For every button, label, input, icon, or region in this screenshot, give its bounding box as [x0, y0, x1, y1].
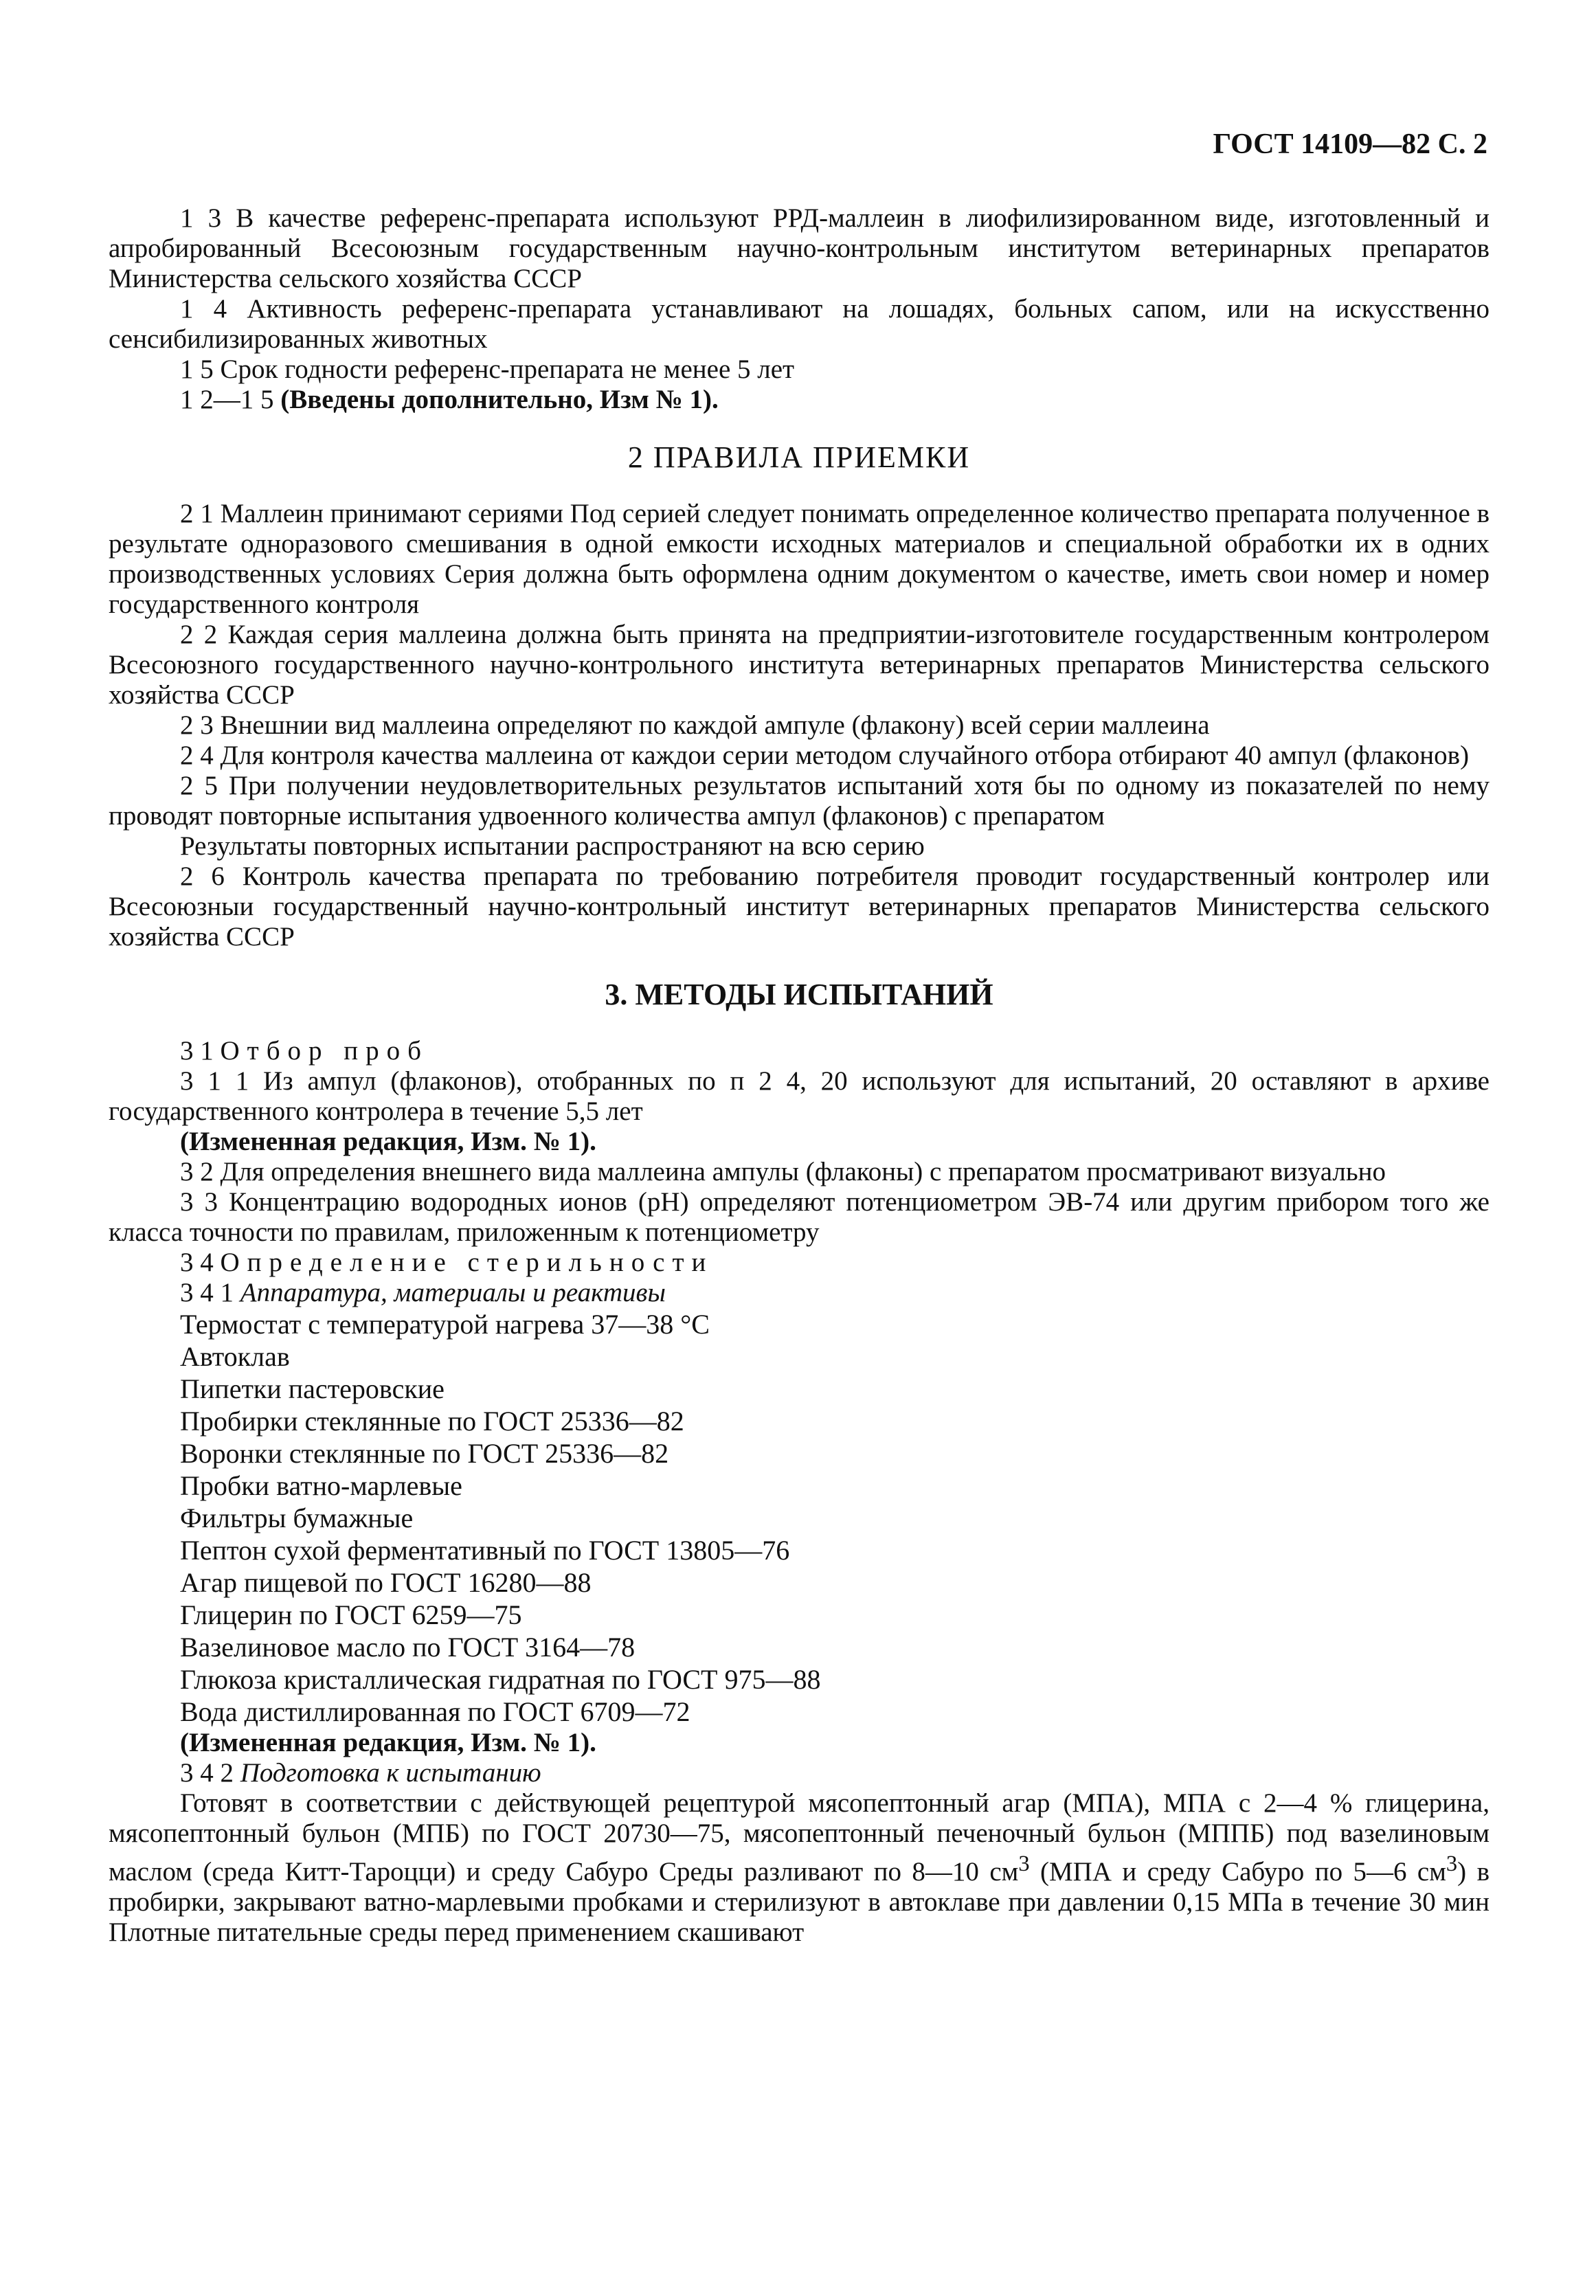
list-item: Пипетки пастеровские — [180, 1373, 445, 1404]
paragraph-2-6: 2 6 Контроль качества препарата по требованию потребителя проводит государственный контролер или Всесоюзныи государственный научно-контрольный институт ветеринарных препаратов Министерства сельского хозяйства СССР — [109, 862, 1490, 952]
section-2-title: 2 ПРАВИЛА ПРИЕМКИ — [627, 440, 971, 474]
paragraph-3-2: 3 2 Для определения внешнего вида маллеина ампулы (флаконы) с препаратом просматривают визуально — [180, 1157, 1386, 1186]
paragraph-3-3: 3 3 Концентрацию водородных ионов (pH) определяют потенциометром ЭВ-74 или другим прибором того же класса точности по правилам, приложенным к потенциометру — [109, 1187, 1490, 1247]
list-item: Агар пищевой по ГОСТ 16280—88 — [180, 1567, 592, 1598]
list-item: Глицерин по ГОСТ 6259—75 — [180, 1599, 522, 1630]
list-item: Вода дистиллированная по ГОСТ 6709—72 — [180, 1696, 690, 1727]
paragraph-2-2: 2 2 Каждая серия маллеина должна быть принята на предприятии-изготовителе государственным контролером Всесоюзного государственного научно-контрольного института ветеринарных препаратов Министерства сельского хозяйства СССР — [109, 620, 1490, 710]
list-item: Воронки стеклянные по ГОСТ 25336—82 — [180, 1438, 669, 1469]
paragraph-3-4-2: Готовят в соответствии с действующей рецептурой мясопептонный агар (МПА), МПА с 2—4 % глицерина, мясопептонный бульон (МПБ) по ГОСТ 20730—75, мясопептонный печеночный бульон (МППБ) под вазелиновым маслом (среда Китт-Тароцци) и среду Сабуро Среды разливают по 8—10 $см^3$ (МПА и среду Сабуро по 5—6 $см^3$) в пробирки, закрывают ватно-марлевыми пробками и стерилизуют в автоклаве при давлении 0,15 МПа в течение 30 мин Плотные питательные среды перед применением скашивают — [109, 1788, 1490, 1947]
paragraph-2-5-continued: Результаты повторных испытании распространяют на всю серию — [180, 831, 925, 861]
amendment-range: 1 2—1 5 — [180, 385, 274, 414]
paragraph-2-4: 2 4 Для контроля качества маллеина от каждои серии методом случайного отбора отбирают 40 ампул (флаконов) — [180, 741, 1470, 770]
materials-list — [109, 1308, 1490, 1728]
amendment-note-2: (Измененная редакция, Изм. № 1). — [180, 1127, 596, 1156]
list-item: Автоклав — [180, 1341, 290, 1372]
amendment-note-1 — [109, 385, 1490, 415]
amendment-note-3: (Измененная редакция, Изм. № 1). — [180, 1728, 596, 1757]
subsection-3-4-2-title: 3 4 2 Подготовка к испытанию — [180, 1758, 541, 1788]
list-item: Пробирки стеклянные по ГОСТ 25336—82 — [180, 1406, 684, 1437]
paragraph-3-1-1: 3 1 1 Из ампул (флаконов), отобранных по п 2 4, 20 используют для испытаний, 20 оставляют в архиве государственного контролера в течение 5,5 лет — [109, 1066, 1490, 1126]
list-item: Фильтры бумажные — [180, 1502, 414, 1533]
subsection-3-4-title: 3 4 Определение стерильности — [180, 1248, 714, 1277]
amendment-text: (Введены дополнительно, Изм № 1). — [280, 385, 719, 414]
subsection-3-4-1-title: 3 4 1 Аппаратура, материалы и реактивы — [180, 1278, 666, 1307]
paragraph-1-5: 1 5 Срок годности референс-препарата не менее 5 лет — [180, 354, 795, 384]
page-content — [109, 203, 1490, 1948]
list-item: Пептон сухой ферментативный по ГОСТ 13805—76 — [180, 1535, 790, 1566]
list-item: Термостат с температурой нагрева 37—38 °С — [180, 1309, 710, 1340]
paragraph-1-4: 1 4 Активность референс-препарата устанавливают на лошадях, больных сапом, или на искусственно сенсибилизированных животных — [109, 294, 1490, 354]
paragraph-2-1: 2 1 Маллеин принимают сериями Под серией следует понимать определенное количество препарата полученное в результате одноразового смешивания в одной емкости исходных материалов и специальной обработки их в одних производственных условиях Серия должна быть оформлена одним документом о качестве, иметь свои номер и номер государственного контроля — [109, 499, 1490, 619]
list-item: Вазелиновое масло по ГОСТ 3164—78 — [180, 1632, 636, 1663]
list-item: Глюкоза кристаллическая гидратная по ГОСТ 975—88 — [180, 1664, 821, 1695]
paragraph-2-5: 2 5 При получении неудовлетворительных результатов испытаний хотя бы по одному из показателей по нему проводят повторные испытания удвоенного количества ампул (флаконов) с препаратом — [109, 771, 1490, 831]
paragraph-1-3: 1 3 В качестве референс-препарата используют РРД-маллеин в лиофилизированном виде, изготовленный и апробированный Всесоюзным государственным научно-контрольным институтом ветеринарных препаратов Министерства сельского хозяйства СССР — [109, 203, 1490, 293]
list-item: Пробки ватно-марлевые — [180, 1470, 462, 1501]
paragraph-2-3: 2 3 Внешнии вид маллеина определяют по каждой ампуле (флакону) всей серии маллеина — [180, 710, 1210, 740]
page-header: ГОСТ 14109—82 С. 2 — [1213, 128, 1487, 160]
subsection-3-1-title: 3 1 Отбор проб — [180, 1036, 429, 1066]
section-3-title: 3. МЕТОДЫ ИСПЫТАНИЙ — [605, 978, 993, 1011]
